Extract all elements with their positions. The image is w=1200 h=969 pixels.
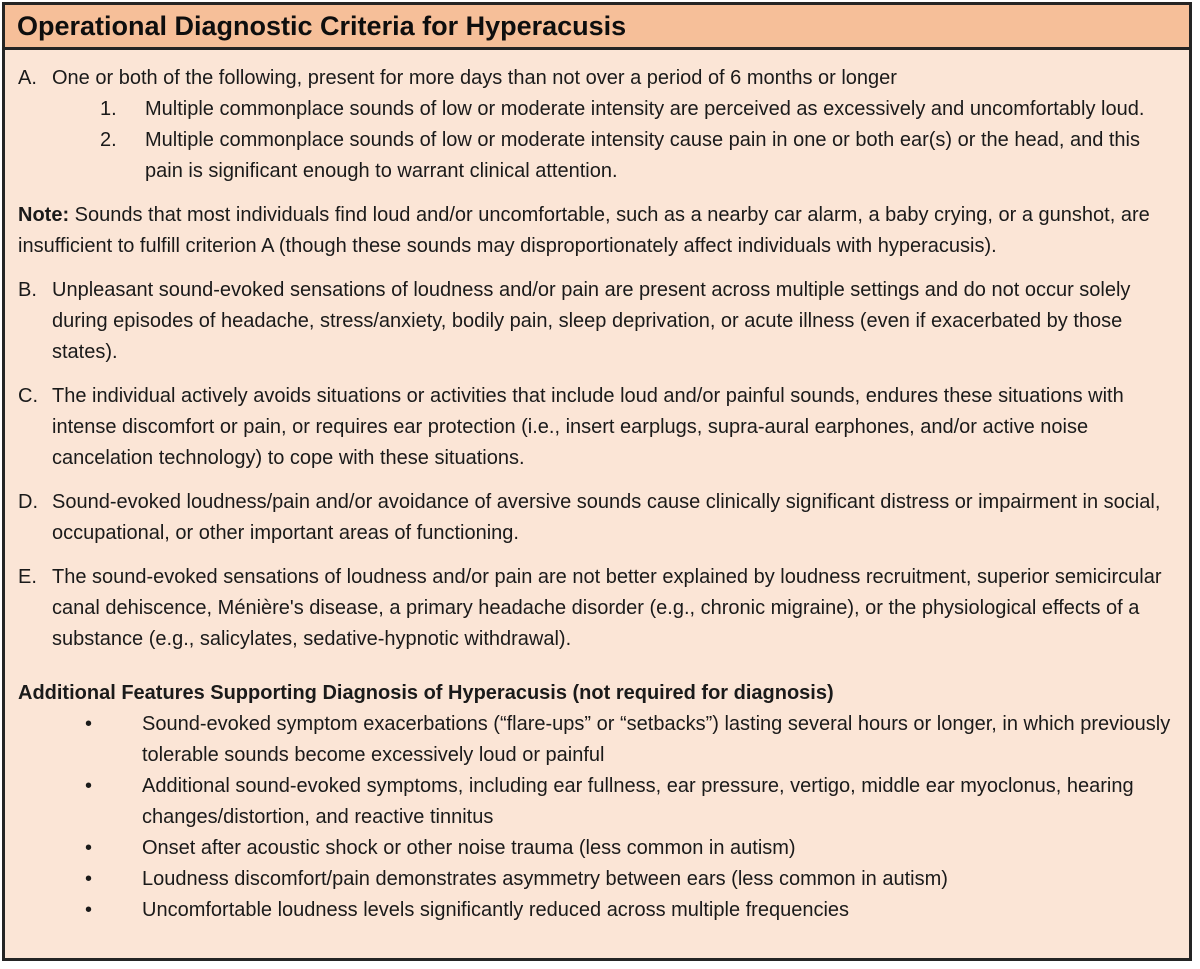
table-title: Operational Diagnostic Criteria for Hyperacusis bbox=[17, 11, 627, 41]
criterion-b-text: Unpleasant sound-evoked sensations of loudness and/or pain are present across multiple settings and do not occur solely during episodes of headache, stress/anxiety, bodily pain, sleep deprivation, or acute illness (even if exacerbated by those states). bbox=[52, 279, 1131, 363]
criterion-a-subitem-1 bbox=[100, 94, 1175, 125]
criterion-b-block bbox=[18, 275, 1175, 368]
feature-item-2 bbox=[73, 771, 1175, 833]
bullet-icon: • bbox=[85, 837, 93, 859]
bullet-icon: • bbox=[85, 775, 93, 797]
criterion-b bbox=[18, 275, 1175, 368]
criterion-d-block bbox=[18, 487, 1175, 549]
diagnostic-criteria-table bbox=[2, 2, 1192, 961]
feature-item-1-text: Sound-evoked symptom exacerbations (“flare-ups” or “setbacks”) lasting several hours or longer, in which previously tolerable sounds become excessively loud or painful bbox=[142, 713, 1171, 766]
criterion-e-label: E. bbox=[18, 566, 37, 588]
criterion-c-block bbox=[18, 381, 1175, 474]
feature-item-4-text: Loudness discomfort/pain demonstrates asymmetry between ears (less common in autism) bbox=[142, 868, 948, 890]
additional-features-section bbox=[18, 678, 1175, 926]
feature-item-4 bbox=[73, 864, 1175, 895]
criterion-c-text: The individual actively avoids situations or activities that include loud and/or painful sounds, endures these situations with intense discomfort or pain, or requires ear protection (i.e., insert earplugs, supra-aural earphones, and/or active noise cancelation technology) to cope with these situations. bbox=[52, 385, 1124, 469]
additional-features-heading: Additional Features Supporting Diagnosis of Hyperacusis (not required for diagnosis) bbox=[18, 682, 834, 704]
note-text: Sounds that most individuals find loud and/or uncomfortable, such as a nearby car alarm, a baby crying, or a gunshot, are insufficient to fulfill criterion A (though these sounds may disproportionately affect individuals with hyperacusis). bbox=[18, 204, 1150, 257]
criterion-e-text: The sound-evoked sensations of loudness and/or pain are not better explained by loudness recruitment, superior semicircular canal dehiscence, Ménière's disease, a primary headache disorder (e.g., chronic migraine), or the physiological effects of a substance (e.g., salicylates, sedative-hypnotic withdrawal). bbox=[52, 566, 1162, 650]
feature-item-3-text: Onset after acoustic shock or other noise trauma (less common in autism) bbox=[142, 837, 796, 859]
bullet-icon: • bbox=[85, 868, 93, 890]
feature-item-2-text: Additional sound-evoked symptoms, including ear fullness, ear pressure, vertigo, middle ear myoclonus, hearing changes/distortion, and reactive tinnitus bbox=[142, 775, 1134, 828]
criterion-e bbox=[18, 562, 1175, 655]
note-label: Note: bbox=[18, 204, 70, 226]
note-paragraph bbox=[18, 200, 1175, 262]
criterion-a-subitem-2 bbox=[100, 125, 1175, 187]
subitem-2-label: 2. bbox=[100, 129, 117, 151]
subitem-1-label: 1. bbox=[100, 98, 117, 120]
table-header bbox=[5, 5, 1189, 50]
criterion-c-label: C. bbox=[18, 385, 38, 407]
criterion-c bbox=[18, 381, 1175, 474]
feature-item-5-text: Uncomfortable loudness levels significantly reduced across multiple frequencies bbox=[142, 899, 850, 921]
feature-item-1 bbox=[73, 709, 1175, 771]
feature-item-5 bbox=[73, 895, 1175, 926]
subitem-2-text: Multiple commonplace sounds of low or moderate intensity cause pain in one or both ear(s) or the head, and this pain is significant enough to warrant clinical attention. bbox=[145, 129, 1140, 182]
note-block bbox=[18, 200, 1175, 262]
criterion-a bbox=[18, 63, 1175, 94]
bullet-icon: • bbox=[85, 899, 93, 921]
criterion-a-block bbox=[18, 63, 1175, 187]
feature-item-3 bbox=[73, 833, 1175, 864]
criterion-d-text: Sound-evoked loudness/pain and/or avoidance of aversive sounds cause clinically significant distress or impairment in social, occupational, or other important areas of functioning. bbox=[52, 491, 1161, 544]
criterion-b-label: B. bbox=[18, 279, 37, 301]
criterion-d bbox=[18, 487, 1175, 549]
criterion-d-label: D. bbox=[18, 491, 38, 513]
bullet-icon: • bbox=[85, 713, 93, 735]
table-body bbox=[5, 50, 1189, 932]
criterion-e-block bbox=[18, 562, 1175, 655]
criterion-a-text: One or both of the following, present for more days than not over a period of 6 months or longer bbox=[52, 67, 897, 89]
criterion-a-label: A. bbox=[18, 67, 37, 89]
subitem-1-text: Multiple commonplace sounds of low or moderate intensity are perceived as excessively and uncomfortably loud. bbox=[145, 98, 1145, 120]
